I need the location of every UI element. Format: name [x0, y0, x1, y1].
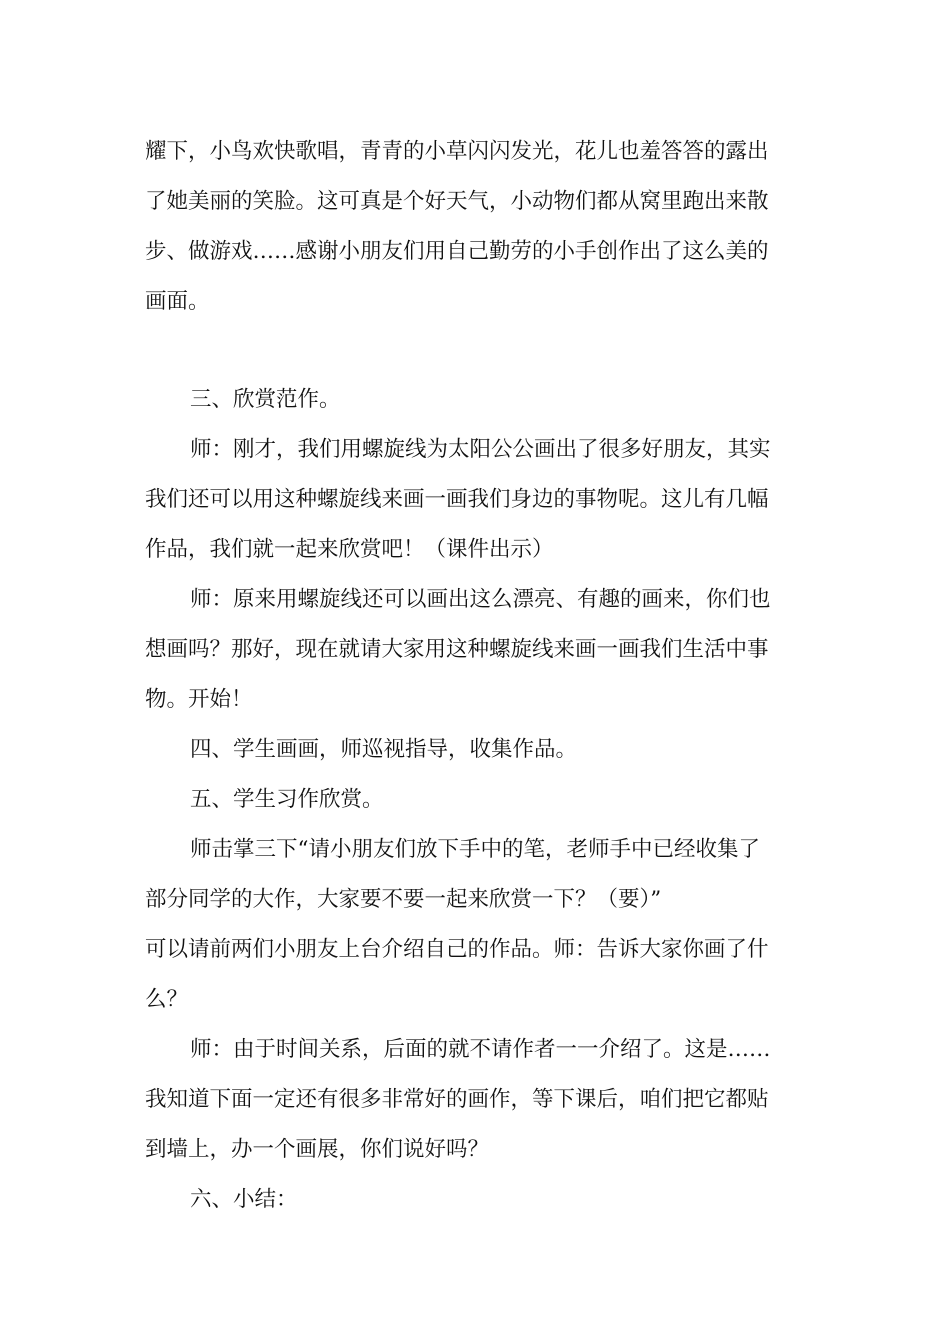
- section-heading: 五、学生习作欣赏。: [190, 787, 384, 812]
- paragraph-line: 部分同学的大作，大家要不要一起来欣赏一下？（要）”: [145, 887, 662, 912]
- paragraph-line: 画面。: [145, 289, 210, 314]
- paragraph-line: 物。开始！: [145, 687, 253, 712]
- paragraph-line: 师：原来用螺旋线还可以画出这么漂亮、有趣的画来，你们也: [190, 587, 771, 612]
- paragraph-line: 了她美丽的笑脸。这可真是个好天气，小动物们都从窝里跑出来散: [145, 189, 769, 214]
- paragraph-line: 师：由于时间关系，后面的就不请作者一一介绍了。这是……: [190, 1037, 771, 1062]
- paragraph-line: 可以请前两们小朋友上台介绍自己的作品。师：告诉大家你画了什: [145, 937, 769, 962]
- paragraph-line: 我们还可以用这种螺旋线来画一画我们身边的事物呢。这儿有几幅: [145, 487, 769, 512]
- section-heading: 三、欣赏范作。: [190, 387, 341, 412]
- paragraph-line: 师：刚才，我们用螺旋线为太阳公公画出了很多好朋友，其实: [190, 437, 771, 462]
- paragraph-line: 师击掌三下“请小朋友们放下手中的笔，老师手中已经收集了: [190, 837, 760, 862]
- paragraph-line: 步、做游戏……感谢小朋友们用自己勤劳的小手创作出了这么美的: [145, 239, 769, 264]
- paragraph-line: 么？: [145, 987, 189, 1012]
- paragraph-line: 到墙上，办一个画展，你们说好吗？: [145, 1137, 490, 1162]
- section-heading: 四、学生画画，师巡视指导，收集作品。: [190, 737, 578, 762]
- paragraph-line: 我知道下面一定还有很多非常好的画作，等下课后，咱们把它都贴: [145, 1087, 769, 1112]
- paragraph-line: 耀下，小鸟欢快歌唱，青青的小草闪闪发光，花儿也羞答答的露出: [145, 139, 769, 164]
- paragraph-line: 想画吗？那好，现在就请大家用这种螺旋线来画一画我们生活中事: [145, 637, 769, 662]
- section-heading: 六、小结：: [190, 1187, 298, 1212]
- paragraph-line: 作品，我们就一起来欣赏吧！（课件出示）: [145, 537, 554, 562]
